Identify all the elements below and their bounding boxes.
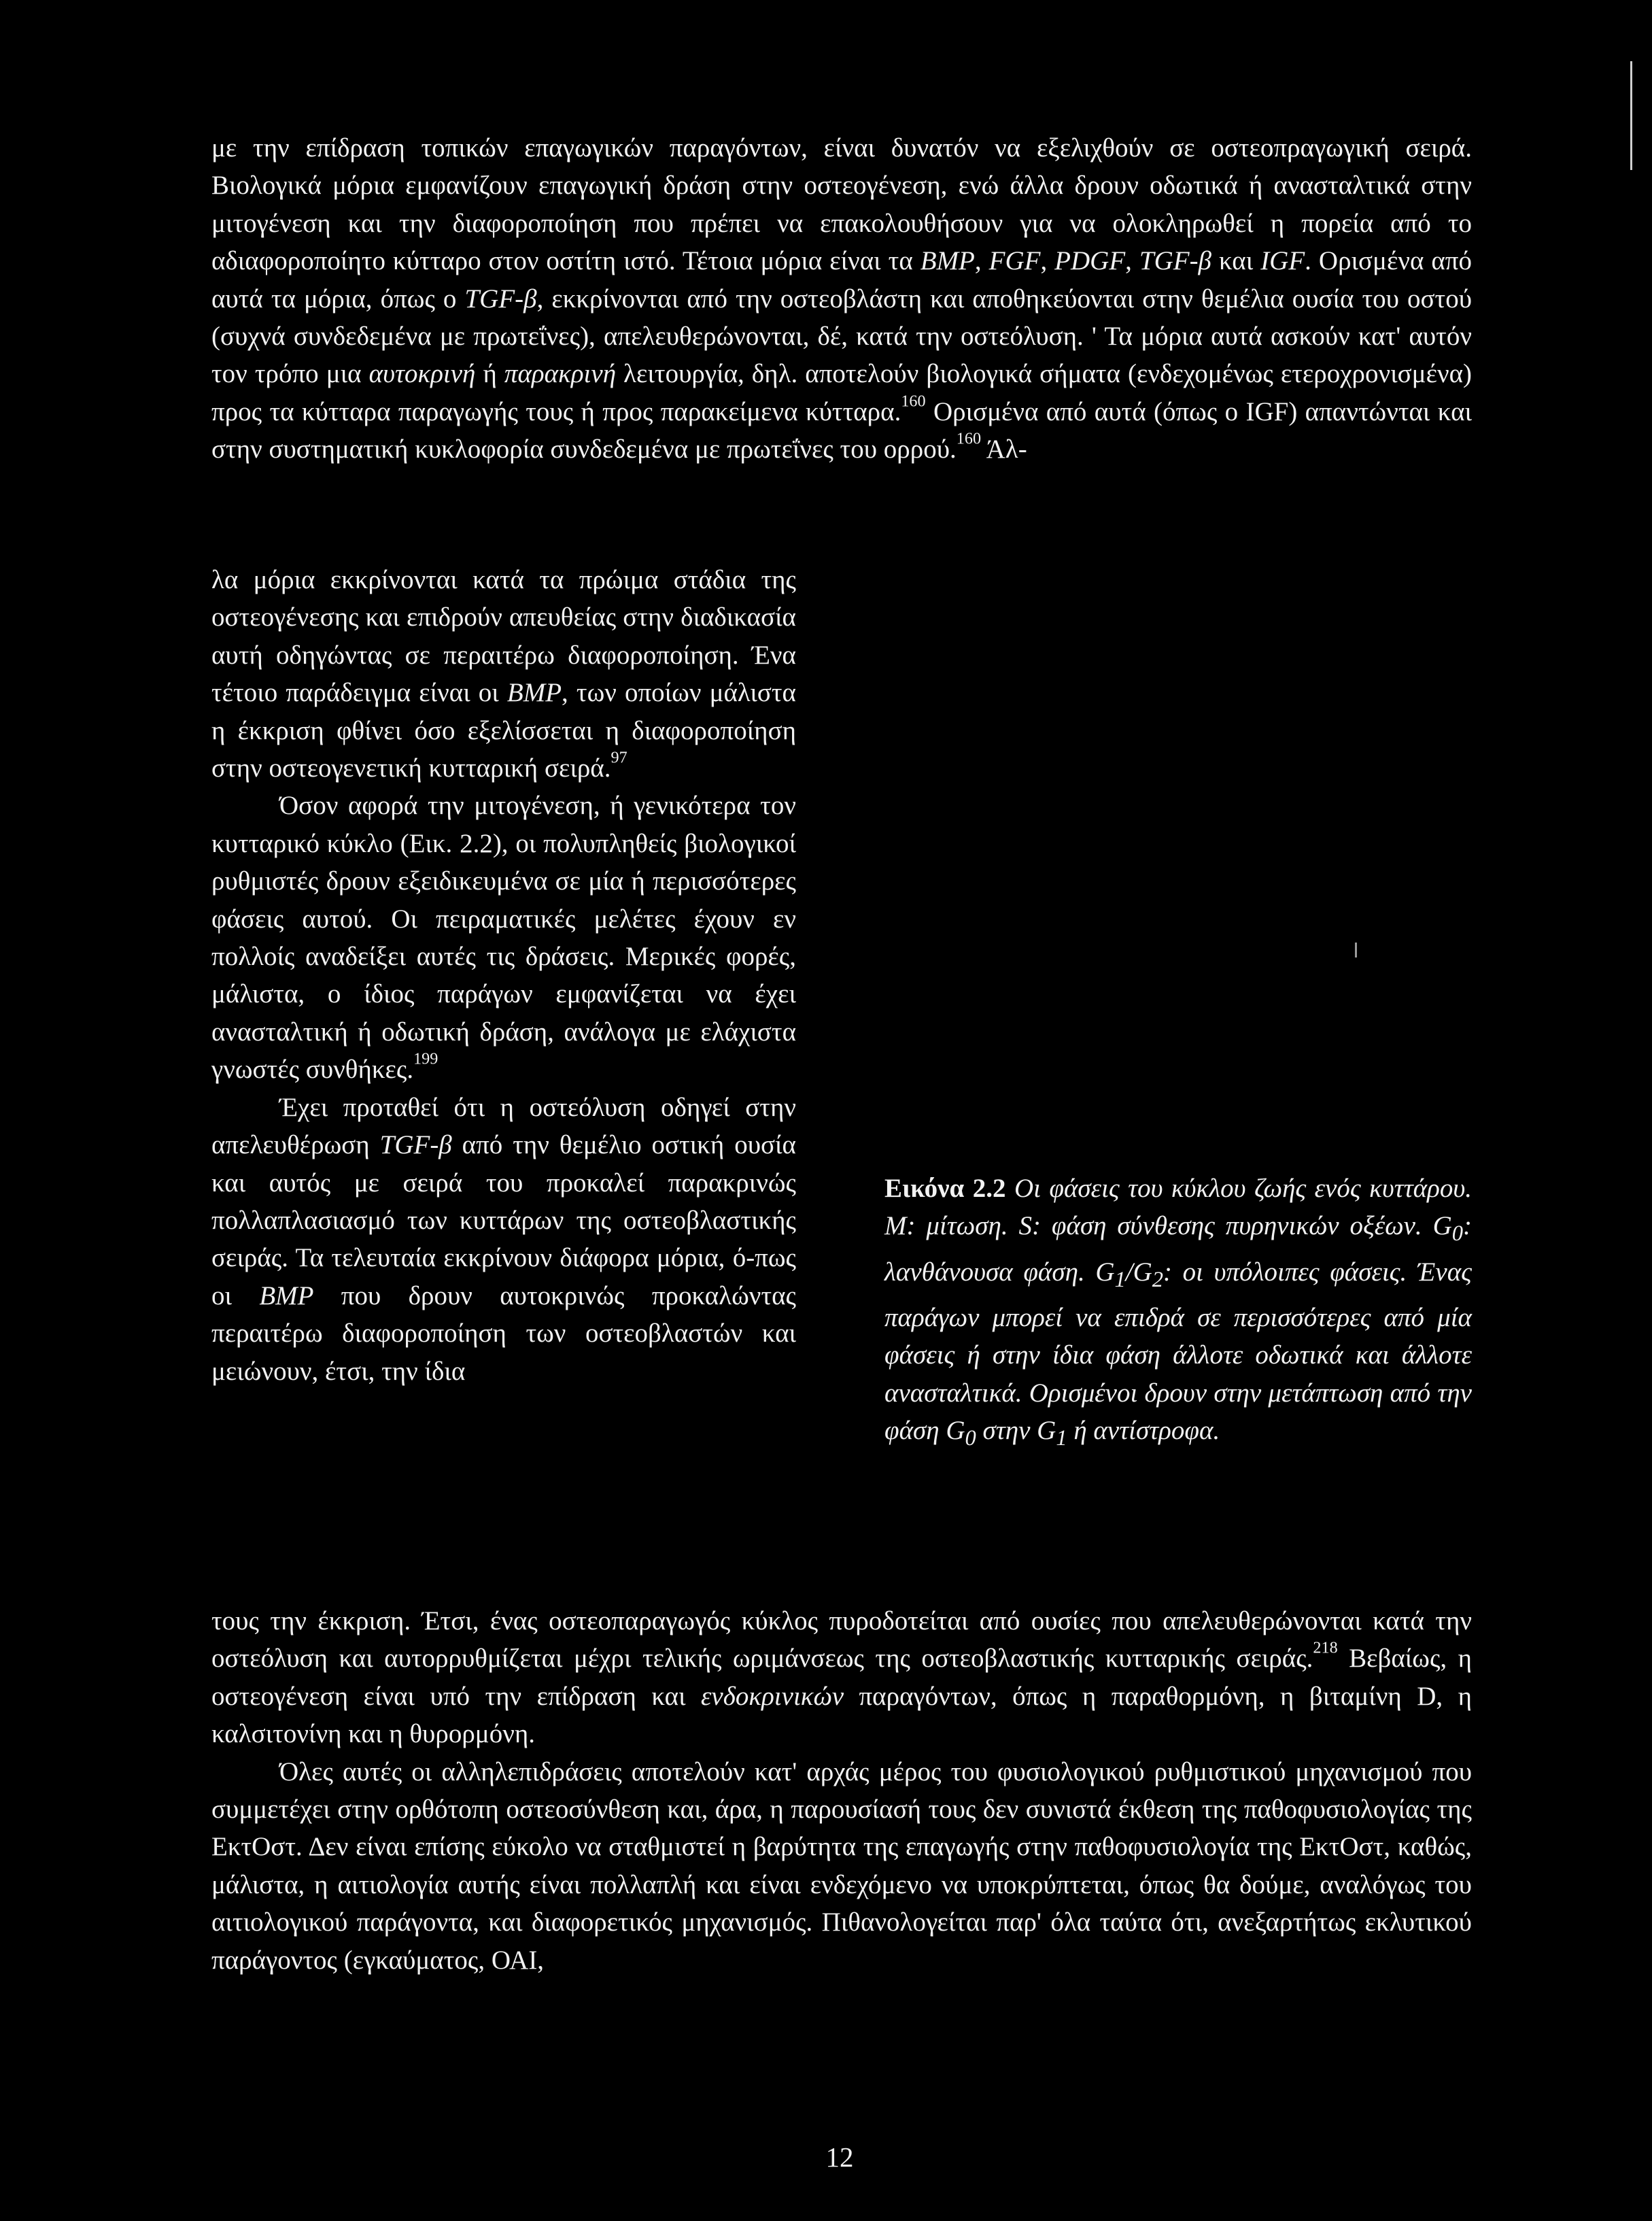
bottom-paragraph-1: τους την έκκριση. Έτσι, ένας οστεοπαραγωγός κύκλος πυροδοτείται από ουσίες που απελευθερώνονται κατά την οστεόλυση και αυτορρυθμίζεται μέχρι τελικής ωριμάνσεως της οστεοβλαστικής κυτταρικής σειράς.$^{218}$ Βεβαίως, η οστεογένεση είναι υπό την επίδραση και ενδοκρινικών παραγόντων, όπως η παραθορμόνη, η βιταμίνη D, η καλσιτονίνη και η θυρορμόνη. (211, 1606, 1472, 1749)
figure-label: Εικόνα 2.2 (884, 1174, 1006, 1203)
term-pdgf: PDGF (1054, 246, 1126, 276)
term-tgf-beta: TGF-β (1139, 246, 1211, 276)
term-igf: IGF (1260, 246, 1305, 276)
term-bmp-3: BMP (259, 1281, 314, 1310)
reference-160-b: 160 (956, 429, 982, 448)
page-number: 12 (825, 2141, 854, 2173)
term-paracrine: παρακρινή (504, 359, 617, 389)
reference-97: 97 (610, 748, 627, 767)
scan-edge-mark (1630, 61, 1632, 170)
scan-dot-mark (1355, 943, 1357, 957)
term-endocrine: ενδοκρινικών (701, 1681, 844, 1711)
term-tgf-beta-3: TGF-β (379, 1130, 452, 1160)
narrow-text-column (211, 561, 796, 1390)
figure-caption: Εικόνα 2.2 Οι φάσεις του κύκλου ζωής ενός κυττάρου. M: μίτωση. S: φάση σύνθεσης πυρηνικών οξέων. $G_0$: λανθάνουσα φάση. $G_1/G_2$: οι υπόλοιπες φάσεις. Ένας παράγων μπορεί να επιδρά σε περισσότερες από μία φάσεις ή στην ίδια φάση άλλοτε οδωτικά και άλλοτε ανασταλτικά. Ορισμένοι δρουν στην μετάπτωση από την φάση $G_0$ στην $G_1$ ή αντίστροφα. (884, 1174, 1472, 1451)
bottom-paragraph-2: Όλες αυτές οι αλληλεπιδράσεις αποτελούν κατ' αρχάς μέρος του φυσιολογικού ρυθμιστικού μηχανισμού που συμμετέχει στην ορθότοπη οστεοσύνθεση και, άρα, η παρουσίασή τους δεν συνιστά έκθεση της παθοφυσιολογίας της ΕκτΟστ. Δεν είναι επίσης εύκολο να σταθμιστεί η βαρύτητα της επαγωγής στην παθοφυσιολογία της ΕκτΟστ, καθώς, μάλιστα, η αιτιολογία αυτής είναι πολλαπλή και είναι ενδεχόμενο να υποκρύπτεται, όπως θα δούμε, αναλόγως του αιτιολογικού παράγοντα, και διαφορετικός μηχανισμός. Πιθανολογείται παρ' όλα ταύτα ότι, ανεξαρτήτως εκλυτικού παράγοντος (εγκαύματος, ΟΑΙ, (211, 1757, 1472, 1975)
term-tgf-beta-2: TGF-β (464, 284, 537, 313)
narrow-paragraph-3: Έχει προταθεί ότι η οστεόλυση οδηγεί στην απελευθέρωση TGF-β από την θεμέλιο οστική ουσία και αυτός με σειρά του προκαλεί παρακρινώς πολλαπλασιασμό των κυττάρων της οστεοβλαστικής σειράς. Τα τελευταία εκκρίνουν διάφορα μόρια, ό-πως οι BMP που δρουν αυτοκρινώς προκαλώντας περαιτέρω διαφοροποίηση των οστεοβλαστών και μειώνουν, έτσι, την ίδια (211, 1092, 796, 1386)
bottom-text-block (211, 1602, 1472, 1979)
term-bmp: BMP (920, 246, 975, 276)
term-fgf: FGF (988, 246, 1041, 276)
reference-160: 160 (901, 392, 926, 411)
top-paragraph-block (211, 129, 1472, 469)
term-autocrine: αυτοκρινή (368, 359, 476, 389)
top-paragraph: με την επίδραση τοπικών επαγωγικών παραγόντων, είναι δυνατόν να εξελιχθούν σε οστεοπραγωγική σειρά. Βιολογικά μόρια εμφανίζουν επαγωγική δράση στην οστεογένεση, ενώ άλλα δρουν οδωτικά ή ανασταλτικά στην μιτογένεση και την διαφοροποίηση που πρέπει να επακολουθήσουν για να ολοκληρωθεί η πορεία από το αδιαφοροποίητο κύτταρο στον οστίτη ιστό. Τέτοια μόρια είναι τα BMP, FGF, PDGF, TGF-β και IGF. Ορισμένα από αυτά τα μόρια, όπως ο TGF-β, εκκρίνονται από την οστεοβλάστη και αποθηκεύονται στην θεμέλια ουσία του οστού (συχνά συνδεδεμένα με πρωτεΐνες), απελευθερώνονται, δέ, κατά την οστεόλυση. ' Τα μόρια αυτά ασκούν κατ' αυτόν τον τρόπο μια αυτοκρινή ή παρακρινή λειτουργία, δηλ. αποτελούν βιολογικά σήματα (ενδεχομένως ετεροχρονισμένα) προς τα κύτταρα παραγωγής τους ή προς παρακείμενα κύτταρα.$^{160}$ Ορισμένα από αυτά (όπως ο IGF) απαντώνται και στην συστηματική κυκλοφορία συνδεδεμένα με πρωτεΐνες του ορρού.$^{160}$ Άλ- (211, 133, 1473, 464)
reference-199: 199 (413, 1049, 438, 1068)
term-bmp-2: BMP (506, 678, 562, 708)
reference-218: 218 (1313, 1638, 1338, 1657)
narrow-paragraph-1: λα μόρια εκκρίνονται κατά τα πρώιμα στάδια της οστεογένεσης και επιδρούν απευθείας στην διαδικασία αυτή οδηγώντας σε περαιτέρω διαφοροποίηση. Ένα τέτοιο παράδειγμα είναι οι BMP, των οποίων μάλιστα η έκκριση φθίνει όσο εξελίσσεται η διαφοροποίηση στην οστεογενετική κυτταρική σειρά.$^{97}$ (211, 565, 796, 783)
narrow-paragraph-2: Όσον αφορά την μιτογένεση, ή γενικότερα τον κυτταρικό κύκλο (Εικ. 2.2), οι πολυπληθείς βιολογικοί ρυθμιστές δρουν εξειδικευμένα σε μία ή περισσότερες φάσεις αυτού. Οι πειραματικές μελέτες έχουν εν πολλοίς αναδείξει αυτές τις δράσεις. Μερικές φορές, μάλιστα, ο ίδιος παράγων εμφανίζεται να έχει ανασταλτική ή οδωτική δράση, ανάλογα με ελάχιστα γνωστές συνθήκες.$^{199}$ (211, 791, 796, 1085)
